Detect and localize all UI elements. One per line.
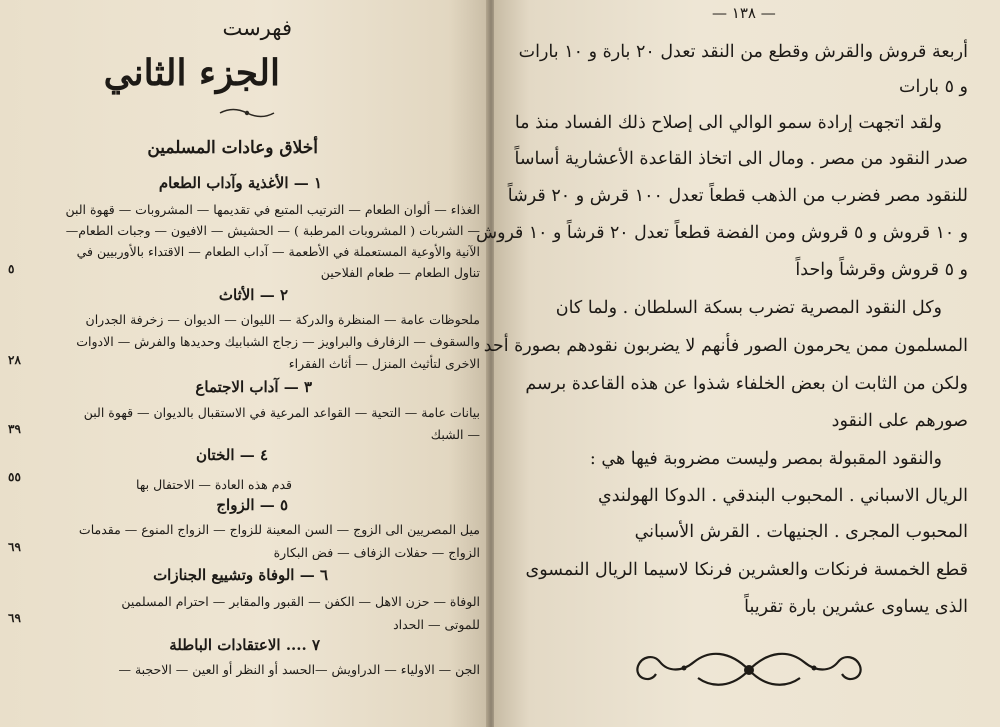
body-line: و ١٠ قروش و ٥ قروش ومن الفضة قطعاً تعدل ٢٠ قرشاً و ١٠ قروش <box>475 223 968 243</box>
body-line: قطع الخمسة فرنكات والعشرين فرنكا لاسيما الريال النمسوى <box>525 560 968 580</box>
chapter-entry-line: — الشبك <box>430 427 480 442</box>
chapter-entry-line: للموتى — الحداد <box>393 617 480 632</box>
chapter-entry-line: الاخرى لتأثيث المنزل — أثاث الفقراء <box>288 356 480 371</box>
chapter-page-number: ٦٩ <box>8 540 21 554</box>
body-line: والنقود المقبولة بمصر وليست مضروبة فيها هي : <box>589 449 942 469</box>
body-line: أربعة قروش والقرش وقطع من النقد تعدل ٢٠ بارة و ١٠ بارات <box>518 42 968 62</box>
title-ornament <box>218 106 276 120</box>
chapter-entry-line: الغذاء — ألوان الطعام — الترتيب المتبع في تقديمها — المشروبات — قهوة البن <box>65 202 480 217</box>
chapter-page-number: ٦٩ <box>8 611 21 625</box>
chapter-entry-line: الآنية والأوعية المستعملة في الأطعمة — آداب الطعام — الاقتداء بالأوربيين في <box>76 244 480 259</box>
chapter-heading: ٢ — الأثاث <box>218 286 288 304</box>
chapter-heading: ٥ — الزواج <box>216 496 288 514</box>
chapter-page-number: ٣٩ <box>8 422 21 436</box>
body-line: المسلمون ممن يحرمون الصور فأنهم لا يضربون نقودهم بصورة أحد <box>483 336 968 356</box>
chapter-entry-line: قدم هذه العادة — الاحتفال بها <box>136 477 292 492</box>
end-ornament <box>624 648 874 692</box>
body-line: صورهم على النقود <box>831 411 968 431</box>
chapter-entry-line: الوفاة — حزن الاهل — الكفن — القبور والمقابر — احترام المسلمين <box>121 594 480 609</box>
body-line: الذى يساوى عشرين بارة تقريباً <box>744 597 968 617</box>
body-line: وكل النقود المصرية تضرب بسكة السلطان . ولما كان <box>555 298 942 318</box>
section-title: أخلاق وعادات المسلمين <box>147 138 318 158</box>
left-page-contents <box>0 0 488 727</box>
chapter-entry-line: الزواج — حفلات الزفاف — فض البكارة <box>273 545 480 560</box>
body-line: و ٥ بارات <box>899 77 968 97</box>
page-number: — ١٣٨ — <box>712 4 776 22</box>
chapter-entry-line: تناول الطعام — طعام الفلاحين <box>320 265 480 280</box>
body-line: ولقد اتجهت إرادة سمو الوالي الى إصلاح ذلك الفساد منذ ما <box>514 113 942 133</box>
chapter-entry-line: بيانات عامة — التحية — القواعد المرعية في الاستقبال بالديوان — قهوة البن <box>83 405 480 420</box>
body-line: ولكن من الثابت ان بعض الخلفاء شذوا عن هذه القاعدة برسم <box>525 374 968 394</box>
body-line: للنقود مصر فضرب من الذهب قطعاً تعدل ١٠٠ قرش و ٢٠ قرشاً <box>507 186 968 206</box>
body-line: الريال الاسباني . المحبوب البندقي . الدوكا الهولندي <box>598 486 968 506</box>
chapter-page-number: ٥٥ <box>8 470 21 484</box>
chapter-entry-line: الجن — الاولياء — الدراويش —الحسد أو النظر أو العين — الاحجبة — <box>118 662 480 677</box>
chapter-entry-line: والسقوف — الزفارف والبراويز — زجاج الشبابيك وحديدها والفرش — الادوات <box>76 334 480 349</box>
chapter-entry-line: ميل المصريين الى الزوج — السن المعينة للزواج — الزواج المنوع — مقدمات <box>78 522 480 537</box>
chapter-heading: ٦ — الوفاة وتشييع الجنازات <box>153 566 328 584</box>
chapter-heading: ١ — الأغذية وآداب الطعام <box>158 174 322 192</box>
chapter-heading: ٧ .... الاعتقادات الباطلة <box>169 636 320 654</box>
body-line: و ٥ قروش وقرشاً واحداً <box>795 260 968 280</box>
chapter-heading: ٤ — الختان <box>195 446 268 464</box>
chapter-heading: ٣ — آداب الاجتماع <box>195 378 312 396</box>
right-page-text <box>475 0 1000 727</box>
chapter-entry-line: — الشربات ( المشروبات المرطبة ) — الحشيش — الافيون — وجبات الطعام— <box>65 223 480 238</box>
part-title: الجزء الثاني <box>103 52 280 94</box>
body-line: صدر النقود من مصر . ومال الى اتخاذ القاعدة الأعشارية أساساً <box>514 149 968 169</box>
chapter-page-number: ٥ <box>8 262 15 276</box>
contents-title: فهرست <box>222 16 292 40</box>
body-line: المحبوب المجرى . الجنيهات . القرش الأسباني <box>634 522 968 542</box>
chapter-entry-line: ملحوظات عامة — المنظرة والدركة — الليوان — الديوان — زخرفة الجدران <box>85 312 480 327</box>
chapter-page-number: ٢٨ <box>8 353 21 367</box>
